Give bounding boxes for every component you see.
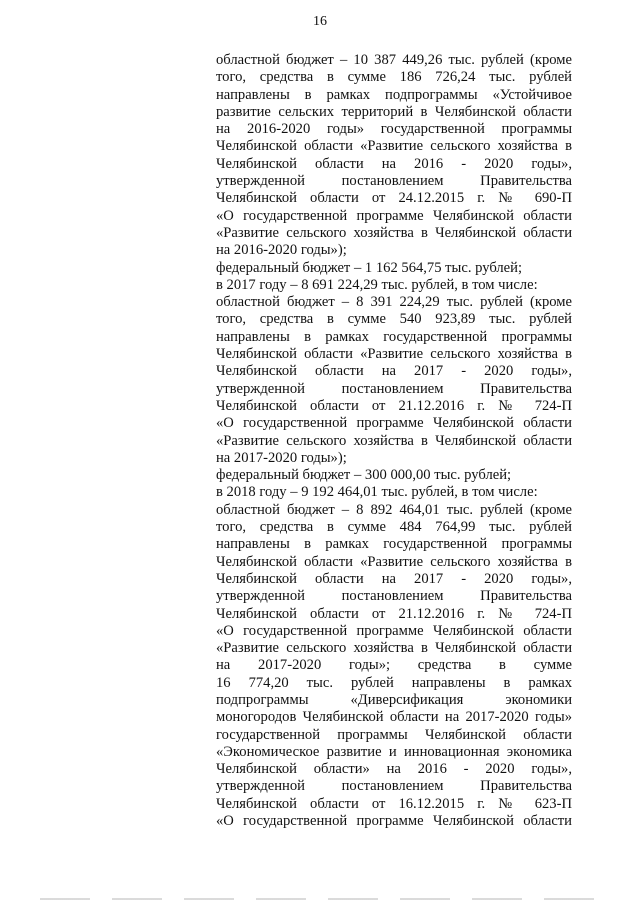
text-line: подпрограммы «Диверсификация экономики xyxy=(216,691,572,708)
text-line: развитие сельских территорий в Челябинской области xyxy=(216,103,572,120)
text-line: того, средства в сумме 540 923,89 тыс. рублей xyxy=(216,311,572,328)
text-line: утвержденной постановлением Правительства xyxy=(216,778,572,795)
text-line: 16 774,20 тыс. рублей направлены в рамках xyxy=(216,674,572,691)
text-line: Челябинской области «Развитие сельского хозяйства в xyxy=(216,553,572,570)
text-line: Челябинской области на 2017 - 2020 годы», xyxy=(216,363,572,380)
text-line: «Экономическое развитие и инновационная экономика xyxy=(216,743,572,760)
text-line: того, средства в сумме 186 726,24 тыс. рублей xyxy=(216,69,572,86)
page-number: 16 xyxy=(313,14,327,29)
text-line: «О государственной программе Челябинской области xyxy=(216,813,572,830)
text-line: Челябинской области на 2016 - 2020 годы», xyxy=(216,155,572,172)
text-line: на 2017-2020 годы»); xyxy=(216,449,347,466)
text-line: «О государственной программе Челябинской области xyxy=(216,207,572,224)
text-line: Челябинской области «Развитие сельского хозяйства в xyxy=(216,138,572,155)
text-line: на 2017-2020 годы»; средства в сумме xyxy=(216,657,572,674)
text-line: направлены в рамках подпрограммы «Устойчивое xyxy=(216,86,572,103)
text-line: на 2016-2020 годы» государственной программы xyxy=(216,121,572,138)
text-line: федеральный бюджет – 1 162 564,75 тыс. рублей; xyxy=(216,259,523,276)
text-line: областной бюджет – 8 391 224,29 тыс. рублей (кроме xyxy=(216,294,572,311)
text-line: утвержденной постановлением Правительства xyxy=(216,588,572,605)
text-line: Челябинской области от 21.12.2016 г. № 724-П xyxy=(216,397,572,414)
text-line: моногородов Челябинской области на 2017-2020 годы» xyxy=(216,709,572,726)
text-line: «Развитие сельского хозяйства в Челябинской области xyxy=(216,640,572,657)
text-line: государственной программы Челябинской области xyxy=(216,726,572,743)
text-line: областной бюджет – 8 892 464,01 тыс. рублей (кроме xyxy=(216,501,572,518)
text-line: Челябинской области от 16.12.2015 г. № 623-П xyxy=(216,795,572,812)
text-line: Челябинской области «Развитие сельского хозяйства в xyxy=(216,346,572,363)
text-line: «О государственной программе Челябинской области xyxy=(216,622,572,639)
text-line: «Развитие сельского хозяйства в Челябинской области xyxy=(216,224,572,241)
text-line: на 2016-2020 годы»); xyxy=(216,242,347,259)
text-line: областной бюджет – 10 387 449,26 тыс. рублей (кроме xyxy=(216,52,572,68)
text-line: Челябинской области» на 2016 - 2020 годы», xyxy=(216,761,572,778)
document-body xyxy=(216,52,572,830)
text-line: в 2017 году – 8 691 224,29 тыс. рублей, в том числе: xyxy=(216,276,538,293)
text-line: направлены в рамках государственной программы xyxy=(216,328,572,345)
text-line: «Развитие сельского хозяйства в Челябинской области xyxy=(216,432,572,449)
text-line: «О государственной программе Челябинской области xyxy=(216,415,572,432)
text-line: того, средства в сумме 484 764,99 тыс. рублей xyxy=(216,519,572,536)
text-line: Челябинской области на 2017 - 2020 годы», xyxy=(216,570,572,587)
text-line: Челябинской области от 21.12.2016 г. № 724-П xyxy=(216,605,572,622)
text-line: федеральный бюджет – 300 000,00 тыс. рублей; xyxy=(216,467,512,484)
text-line: Челябинской области от 24.12.2015 г. № 690-П xyxy=(216,190,572,207)
text-line: направлены в рамках государственной программы xyxy=(216,536,572,553)
text-line: утвержденной постановлением Правительства xyxy=(216,380,572,397)
text-line: утвержденной постановлением Правительства xyxy=(216,173,572,190)
text-line: в 2018 году – 9 192 464,01 тыс. рублей, в том числе: xyxy=(216,484,538,501)
scan-edge-artifact xyxy=(40,898,600,900)
